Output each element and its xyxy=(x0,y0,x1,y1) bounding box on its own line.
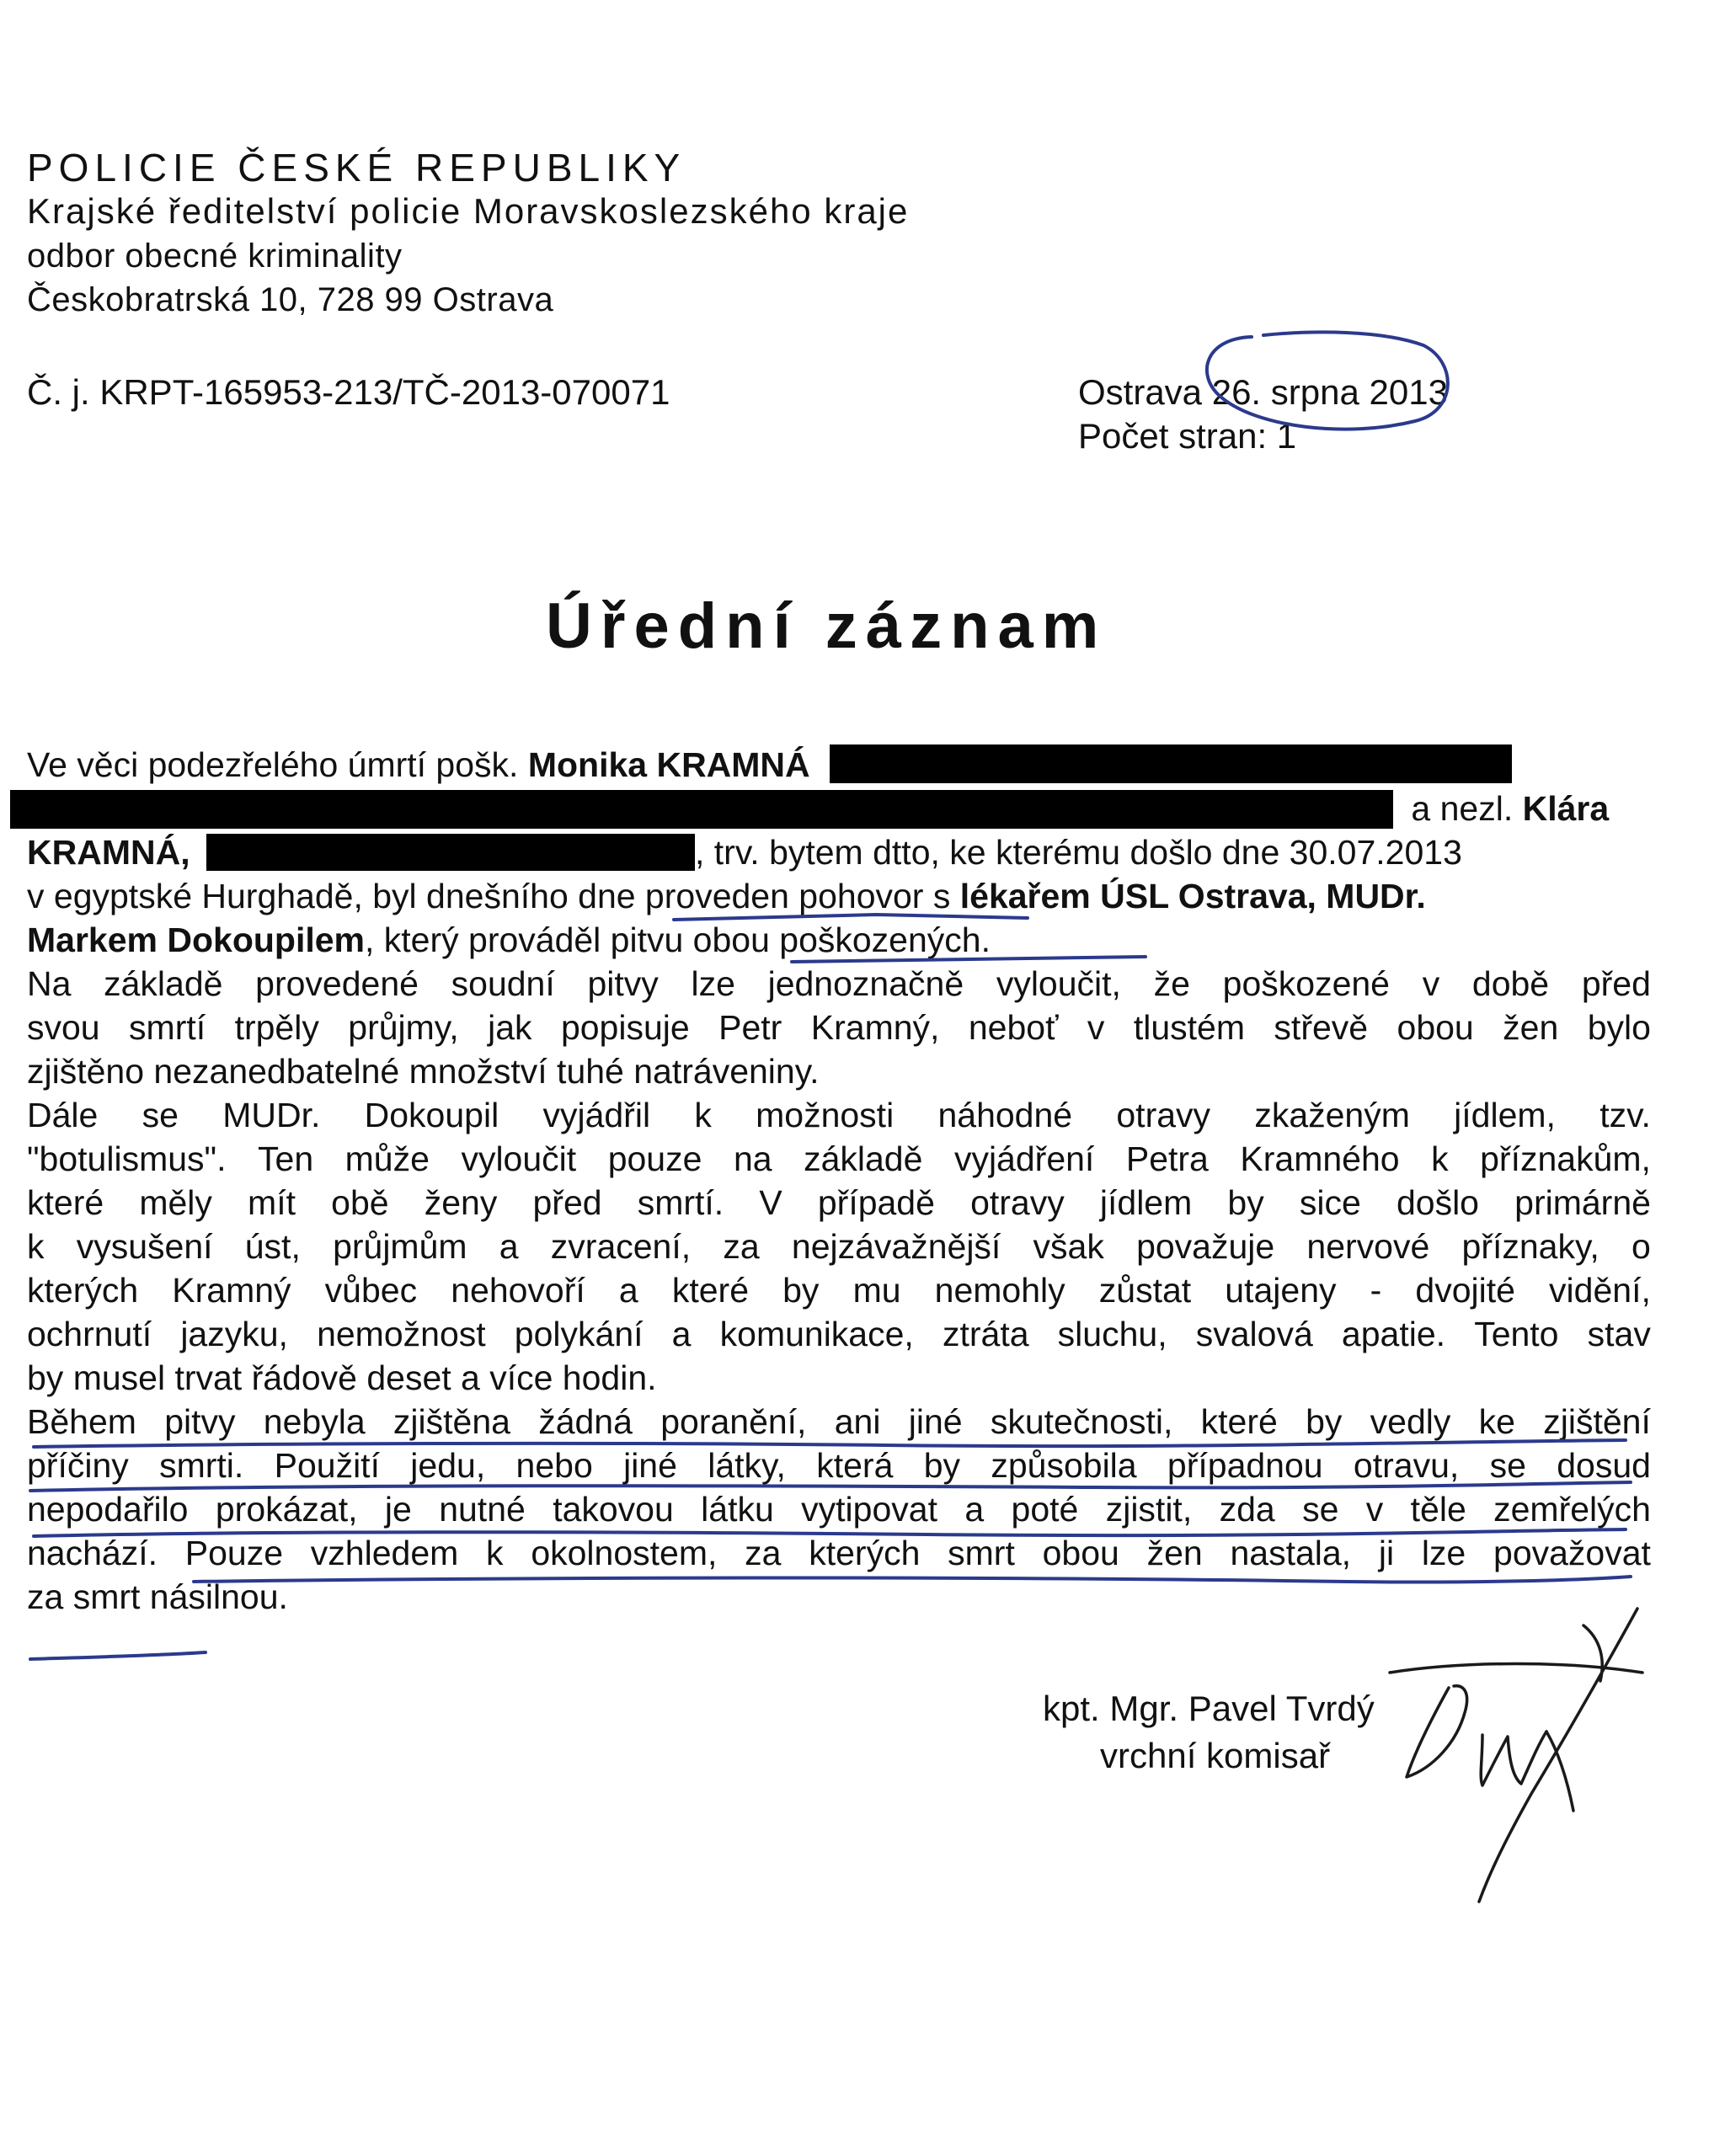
word: skutečnosti, xyxy=(990,1402,1173,1441)
department: odbor obecné kriminality xyxy=(27,237,403,275)
word: smrti. xyxy=(159,1446,244,1485)
word: ani xyxy=(834,1402,881,1441)
word: tzv. xyxy=(1599,1096,1651,1134)
word: Kramný, xyxy=(810,1008,940,1047)
word: pouze xyxy=(607,1139,702,1178)
word: Použití xyxy=(274,1446,380,1485)
word: Dokoupil xyxy=(364,1096,499,1134)
word: tlustém xyxy=(1133,1008,1245,1047)
physician-title: lékařem ÚSL Ostrava, MUDr. xyxy=(959,877,1426,915)
word: kterých xyxy=(809,1534,921,1572)
word: zda xyxy=(1219,1490,1275,1529)
word: Petr xyxy=(718,1008,782,1047)
victim-surname-2: KRAMNÁ, xyxy=(27,833,190,872)
address: Českobratrská 10, 728 99 Ostrava xyxy=(27,281,554,318)
paragraph-line xyxy=(27,1444,1651,1487)
word: ochrnutí xyxy=(27,1315,152,1353)
place-date: Ostrava 26. srpna 2013 xyxy=(1078,372,1448,412)
intro-line-4 xyxy=(27,874,1651,918)
word: nastala, xyxy=(1230,1534,1352,1572)
word: smrtí. xyxy=(637,1183,724,1222)
word: prokázat, xyxy=(215,1490,358,1529)
paragraph-line xyxy=(27,1181,1651,1225)
word: svalová xyxy=(1195,1315,1313,1353)
redaction-bar xyxy=(830,744,1512,783)
word: pitvy xyxy=(587,964,659,1003)
word: nemožnost xyxy=(317,1315,486,1353)
word: a xyxy=(671,1315,692,1353)
paragraph-line xyxy=(27,1487,1651,1531)
word: k xyxy=(1431,1139,1449,1178)
word: před xyxy=(532,1183,602,1222)
word: primárně xyxy=(1514,1183,1651,1222)
word: k xyxy=(27,1227,45,1266)
word: může xyxy=(344,1139,430,1178)
paragraph-line xyxy=(27,1268,1651,1312)
intro-text: a nezl. xyxy=(1411,789,1523,828)
word: poškozené xyxy=(1222,964,1390,1003)
word: komunikace, xyxy=(719,1315,914,1353)
word: za xyxy=(723,1227,760,1266)
word: by xyxy=(923,1446,961,1485)
victim-name: Monika KRAMNÁ xyxy=(527,745,810,784)
word: bylo xyxy=(1587,1008,1651,1047)
word: považuje xyxy=(1136,1227,1275,1266)
paragraph-line: by musel trvat řádově deset a více hodin. xyxy=(27,1358,657,1397)
word: ztráta xyxy=(942,1315,1029,1353)
word: sluchu, xyxy=(1057,1315,1167,1353)
word: Tento xyxy=(1474,1315,1559,1353)
word: vyjádřil xyxy=(542,1096,651,1134)
word: MUDr. xyxy=(222,1096,321,1134)
word: otravy xyxy=(970,1183,1065,1222)
reference-number: Č. j. KRPT-165953-213/TČ-2013-070071 xyxy=(27,372,670,412)
word: vůbec xyxy=(324,1271,418,1310)
word: úst, xyxy=(244,1227,301,1266)
word: nehovoří xyxy=(451,1271,585,1310)
word: Na xyxy=(27,964,72,1003)
word: smrt xyxy=(948,1534,1015,1572)
word: obou xyxy=(1397,1008,1474,1047)
word: způsobila xyxy=(991,1446,1137,1485)
word: které xyxy=(27,1183,104,1222)
intro-text: , který prováděl pitvu obou poškozených. xyxy=(365,921,991,959)
word: žen xyxy=(1503,1008,1559,1047)
word: Ten xyxy=(258,1139,314,1178)
intro-line-3 xyxy=(27,830,1651,874)
word: době xyxy=(1471,964,1550,1003)
redaction-bar xyxy=(10,790,1393,829)
word: příčiny xyxy=(27,1446,129,1485)
word: příznaky, xyxy=(1461,1227,1599,1266)
word: však xyxy=(1033,1227,1104,1266)
word: vyjádření xyxy=(953,1139,1095,1178)
word: smrtí xyxy=(129,1008,206,1047)
word: lze xyxy=(691,964,735,1003)
intro-line-2 xyxy=(27,787,1651,830)
word: nachází. xyxy=(27,1534,158,1572)
intro-line-5 xyxy=(27,918,1651,962)
word: mít xyxy=(248,1183,296,1222)
word: Kramný xyxy=(172,1271,291,1310)
word: náhodné xyxy=(937,1096,1073,1134)
word: takovou xyxy=(553,1490,674,1529)
word: by xyxy=(1306,1402,1343,1441)
regional-office: Krajské ředitelství policie Moravskoslezského kraje xyxy=(27,191,910,231)
word: Petra xyxy=(1125,1139,1209,1178)
word: kterých xyxy=(27,1271,139,1310)
word: měly xyxy=(139,1183,212,1222)
word: vytipovat xyxy=(801,1490,937,1529)
word: trpěly xyxy=(234,1008,319,1047)
word: a xyxy=(499,1227,519,1266)
word: zvracení, xyxy=(550,1227,692,1266)
word: svou xyxy=(27,1008,100,1047)
word: nutné xyxy=(439,1490,526,1529)
word: zjištění xyxy=(1543,1402,1651,1441)
paragraph-line xyxy=(27,1531,1651,1575)
word: poté xyxy=(1011,1490,1079,1529)
word: která xyxy=(816,1446,894,1485)
word: které xyxy=(671,1271,749,1310)
word: v xyxy=(1422,964,1440,1003)
word: Během xyxy=(27,1402,136,1441)
word: za xyxy=(745,1534,782,1572)
word: stav xyxy=(1587,1315,1651,1353)
word: okolnostem, xyxy=(531,1534,718,1572)
paragraph-2 xyxy=(27,1093,1651,1400)
word: vzhledem xyxy=(310,1534,459,1572)
word: příznakům, xyxy=(1480,1139,1651,1178)
word: pitvy xyxy=(164,1402,236,1441)
word: jednoznačně xyxy=(767,964,964,1003)
word: se xyxy=(142,1096,179,1134)
paragraph-line: zjištěno nezanedbatelné množství tuhé natráveniny. xyxy=(27,1052,820,1091)
word: k xyxy=(694,1096,712,1134)
word: o xyxy=(1632,1227,1651,1266)
word: vyloučit xyxy=(461,1139,577,1178)
word: před xyxy=(1581,964,1651,1003)
word: obou xyxy=(1042,1534,1119,1572)
word: nebyla xyxy=(263,1402,366,1441)
agency-name: POLICIE ČESKÉ REPUBLIKY xyxy=(27,146,686,189)
paragraph-line: za smrt násilnou. xyxy=(27,1577,288,1616)
word: otravu, xyxy=(1353,1446,1460,1485)
word: ji xyxy=(1378,1534,1395,1572)
word: žen xyxy=(1146,1534,1203,1572)
signatory-rank: vrchní komisař xyxy=(1100,1736,1331,1775)
word: V xyxy=(759,1183,782,1222)
word: nemohly xyxy=(934,1271,1065,1310)
word: jak xyxy=(488,1008,532,1047)
word: obě xyxy=(331,1183,389,1222)
paragraph-line xyxy=(27,1006,1651,1049)
intro-text: Ve věci podezřelého úmrtí pošk. xyxy=(27,745,528,784)
paragraph-line xyxy=(27,1312,1651,1356)
word: poranění, xyxy=(660,1402,807,1441)
word: zkaženým xyxy=(1254,1096,1410,1134)
word: popisuje xyxy=(560,1008,690,1047)
word: zůstat xyxy=(1098,1271,1192,1310)
word: neboť xyxy=(968,1008,1059,1047)
word: případě xyxy=(817,1183,935,1222)
word: střevě xyxy=(1274,1008,1369,1047)
word: sice xyxy=(1299,1183,1361,1222)
physician-name: Markem Dokoupilem xyxy=(27,921,365,959)
word: na xyxy=(733,1139,772,1178)
word: průjmům xyxy=(333,1227,467,1266)
word: by xyxy=(1227,1183,1264,1222)
word: provedené xyxy=(255,964,419,1003)
word: lze xyxy=(1421,1534,1466,1572)
word: dvojité xyxy=(1415,1271,1515,1310)
word: - xyxy=(1370,1271,1382,1310)
word: ke xyxy=(1478,1402,1515,1441)
word: jídlem xyxy=(1099,1183,1193,1222)
word: mu xyxy=(852,1271,901,1310)
word: nepodařilo xyxy=(27,1490,189,1529)
word: jídlem, xyxy=(1454,1096,1556,1134)
word: jazyku, xyxy=(180,1315,288,1353)
word: v xyxy=(1365,1490,1384,1529)
word: vysušení xyxy=(76,1227,213,1266)
word: a xyxy=(964,1490,985,1529)
underline-mark xyxy=(30,1652,206,1659)
word: že xyxy=(1153,964,1190,1003)
word: které xyxy=(1200,1402,1278,1441)
word: látku xyxy=(701,1490,774,1529)
word: polykání xyxy=(514,1315,644,1353)
word: jiné xyxy=(908,1402,963,1441)
word: látky, xyxy=(708,1446,786,1485)
word: Kramného xyxy=(1240,1139,1400,1178)
signatory-name: kpt. Mgr. Pavel Tvrdý xyxy=(1043,1689,1375,1728)
word: nebo xyxy=(515,1446,593,1485)
word: vyloučit, xyxy=(996,964,1121,1003)
word: zjištěna xyxy=(393,1402,510,1441)
word: soudní xyxy=(451,964,555,1003)
intro-text: , trv. bytem dtto, ke kterému došlo dne 30.07.2013 xyxy=(695,833,1462,872)
word: v xyxy=(1087,1008,1105,1047)
paragraph-line xyxy=(27,1225,1651,1268)
page-title: Úřední záznam xyxy=(546,590,1108,662)
intro-line-1 xyxy=(27,743,1651,787)
word: je xyxy=(384,1490,412,1529)
word: by xyxy=(782,1271,820,1310)
word: utajeny xyxy=(1225,1271,1337,1310)
handwritten-signature xyxy=(1390,1609,1642,1902)
word: nervové xyxy=(1306,1227,1430,1266)
word: základě xyxy=(104,964,223,1003)
word: dosud xyxy=(1557,1446,1651,1485)
word: se xyxy=(1489,1446,1526,1485)
page-count: Počet stran: 1 xyxy=(1078,416,1297,456)
record-body xyxy=(27,743,1651,1619)
word: vedly xyxy=(1370,1402,1451,1441)
word: případnou xyxy=(1167,1446,1323,1485)
word: základě xyxy=(804,1139,923,1178)
paragraph-1 xyxy=(27,962,1651,1093)
word: "botulismus". xyxy=(27,1139,227,1178)
word: k xyxy=(486,1534,504,1572)
word: zjistit, xyxy=(1105,1490,1193,1529)
word: žádná xyxy=(538,1402,633,1441)
word: zemřelých xyxy=(1493,1490,1651,1529)
word: apatie. xyxy=(1341,1315,1446,1353)
word: došlo xyxy=(1396,1183,1479,1222)
word: průjmy, xyxy=(348,1008,459,1047)
redaction-bar xyxy=(206,834,695,871)
word: možnosti xyxy=(756,1096,895,1134)
word: Dále xyxy=(27,1096,99,1134)
word: jedu, xyxy=(410,1446,486,1485)
intro-text: v egyptské Hurghadě, byl dnešního dne proveden pohovor s xyxy=(27,877,960,915)
word: a xyxy=(618,1271,638,1310)
word: se xyxy=(1302,1490,1339,1529)
word: otravy xyxy=(1116,1096,1211,1134)
word: považovat xyxy=(1493,1534,1651,1572)
paragraph-line xyxy=(27,1137,1651,1181)
victim-name-2: Klára xyxy=(1522,789,1610,828)
word: Pouze xyxy=(184,1534,284,1572)
paragraph-3 xyxy=(27,1400,1651,1619)
word: nejzávažnější xyxy=(791,1227,1001,1266)
paragraph-line xyxy=(27,1093,1651,1137)
word: ženy xyxy=(424,1183,498,1222)
word: vidění, xyxy=(1549,1271,1651,1310)
paragraph-line xyxy=(27,1400,1651,1444)
word: těle xyxy=(1410,1490,1466,1529)
word: jiné xyxy=(623,1446,677,1485)
paragraph-line xyxy=(27,962,1651,1006)
